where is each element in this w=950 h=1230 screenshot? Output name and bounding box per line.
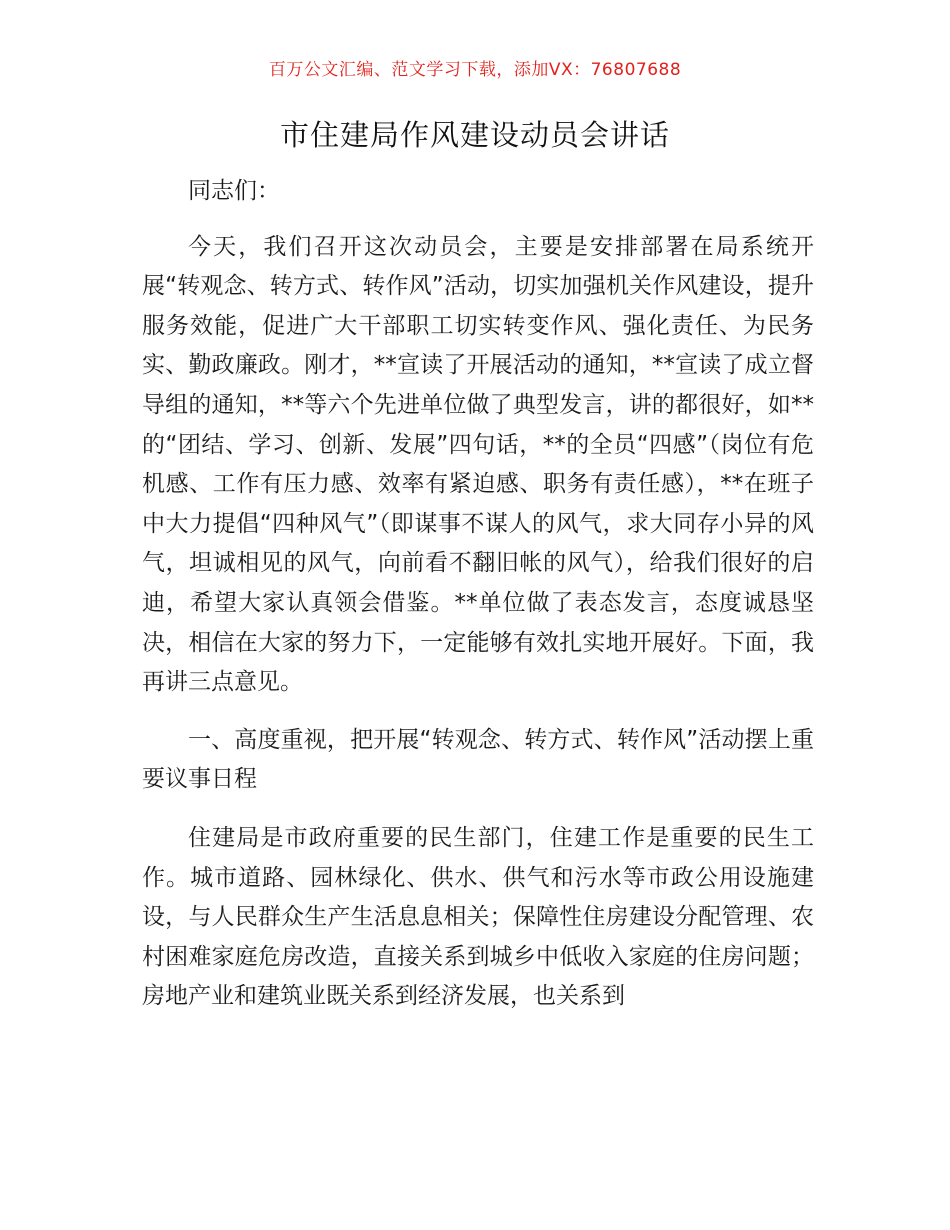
document-body (142, 172, 814, 1035)
salutation: 同志们： (188, 178, 280, 204)
watermark-banner: 百万公文汇编、范文学习下载，添加VX：76807688 (268, 60, 682, 80)
section-paragraph: 住建局是市政府重要的民生部门，住建工作是重要的民生工作。城市道路、园林绿化、供水、供气和污水等市政公用设施建设，与人民群众生产生活息息相关；保障性住房建设分配管理、农村困难家庭危房改造，直接关系到城乡中低收入家庭的住房问题；房地产业和建筑业既关系到经济发展，也关系到 (142, 824, 814, 1010)
document-title: 市住建局作风建设动员会讲话 (279, 118, 670, 152)
section-heading: 一、高度重视，把开展“转观念、转方式、转作风”活动摆上重要议事日程 (142, 726, 814, 793)
body-paragraph: 今天，我们召开这次动员会，主要是安排部署在局系统开展“转观念、转方式、转作风”活动，切实加强机关作风建设，提升服务效能，促进广大干部职工切实转变作风、强化责任、为民务实、勤政廉政。刚才，**宣读了开展活动的通知，**宣读了成立督导组的通知，**等六个先进单位做了典型发言，讲的都很好，如**的“团结、学习、创新、发展”四句话，**的全员“四感”（岗位有危机感、工作有压力感、效率有紧迫感、职务有责任感），**在班子中大力提倡“四种风气”（即谋事不谋人的风气，求大同存小异的风气，坦诚相见的风气，向前看不翻旧帐的风气），给我们很好的启迪，希望大家认真领会借鉴。**单位做了表态发言，态度诚恳坚决，相信在大家的努力下，一定能够有效扎实地开展好。下面，我再讲三点意见。 (142, 233, 814, 696)
